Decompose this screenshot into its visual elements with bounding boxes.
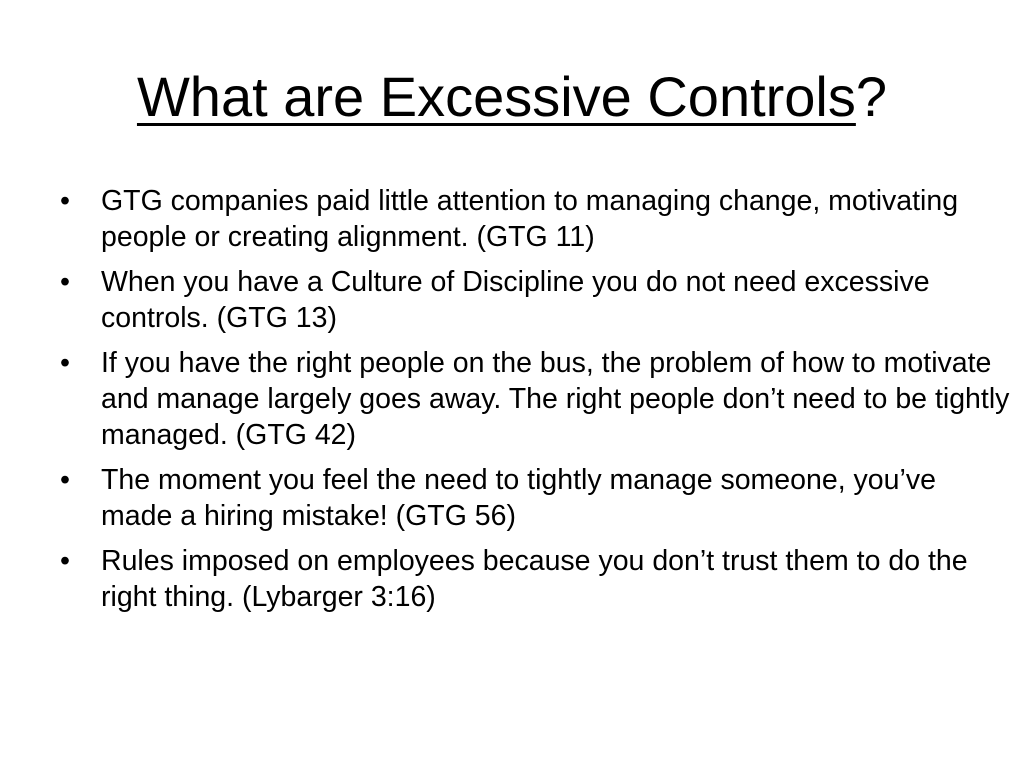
slide-title-suffix: ? bbox=[855, 65, 888, 128]
bullet-item bbox=[60, 462, 1010, 534]
bullet-marker: • bbox=[60, 464, 70, 496]
bullet-text: If you have the right people on the bus, the problem of how to motivate and manage largely goes away. The right people don’t need to be tightly managed. (GTG 42) bbox=[101, 347, 1010, 451]
bullet-text: When you have a Culture of Discipline you do not need excessive controls. (GTG 13) bbox=[101, 266, 930, 334]
slide-title-main: What are Excessive Controls bbox=[136, 65, 856, 128]
bullet-item bbox=[60, 345, 1010, 453]
bullet-text: The moment you feel the need to tightly manage someone, you’ve made a hiring mistake! (GTG 56) bbox=[101, 464, 936, 532]
bullet-item bbox=[60, 183, 1010, 255]
slide-title bbox=[0, 62, 1024, 132]
bullet-text: Rules imposed on employees because you don’t trust them to do the right thing. (Lybarger 3:16) bbox=[101, 545, 968, 613]
bullet-marker: • bbox=[60, 266, 70, 298]
bullet-item bbox=[60, 264, 1010, 336]
bullet-marker: • bbox=[60, 347, 70, 379]
bullet-item bbox=[60, 543, 1010, 615]
bullet-marker: • bbox=[60, 545, 70, 577]
bullet-text: GTG companies paid little attention to managing change, motivating people or creating alignment. (GTG 11) bbox=[101, 185, 959, 253]
bullet-list bbox=[60, 183, 1010, 624]
bullet-marker: • bbox=[60, 185, 70, 217]
